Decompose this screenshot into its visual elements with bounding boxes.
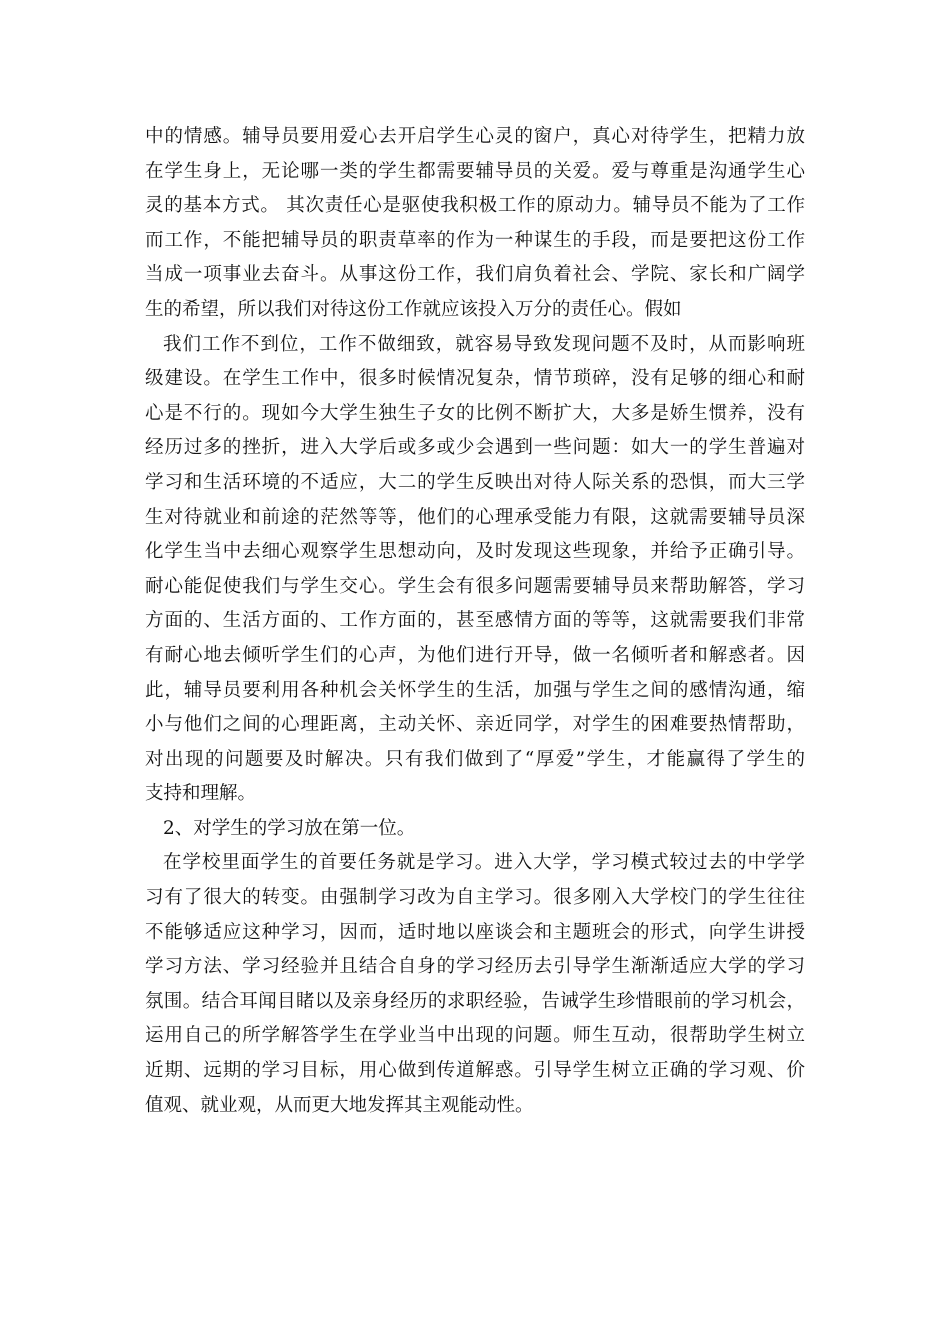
- text-line: 生的希望，所以我们对待这份工作就应该投入万分的责任心。假如: [145, 298, 682, 320]
- text-line: 支持和理解。: [145, 783, 257, 805]
- text-line: 小与他们之间的心理距离，主动关怀、亲近同学，对学生的困难要热情帮助，: [145, 714, 805, 736]
- text-line: 级建设。在学生工作中，很多时候情况复杂，情节琐碎，没有足够的细心和耐: [145, 368, 805, 390]
- text-line: 近期、远期的学习目标，用心做到传道解惑。引导学生树立正确的学习观、价: [145, 1060, 805, 1082]
- text-line: 氛围。结合耳闻目睹以及亲身经历的求职经验，告诫学生珍惜眼前的学习机会，: [145, 990, 805, 1012]
- text-line: 心是不行的。现如今大学生独生子女的比例不断扩大，大多是娇生惯养，没有: [145, 402, 805, 424]
- text-line: 值观、就业观，从而更大地发挥其主观能动性。: [145, 1094, 534, 1116]
- text-line: 不能够适应这种学习，因而，适时地以座谈会和主题班会的形式，向学生讲授: [145, 921, 805, 943]
- text-line: 灵的基本方式。 其次责任心是驱使我积极工作的原动力。辅导员不能为了工作: [145, 195, 805, 217]
- text-line: 在学校里面学生的首要任务就是学习。进入大学，学习模式较过去的中学学: [163, 852, 805, 874]
- text-line: 方面的、生活方面的、工作方面的，甚至感情方面的等等，这就需要我们非常: [145, 610, 805, 632]
- text-line: 当成一项事业去奋斗。从事这份工作，我们肩负着社会、学院、家长和广阔学: [145, 264, 805, 286]
- text-line: 此，辅导员要利用各种机会关怀学生的生活，加强与学生之间的感情沟通，缩: [145, 679, 805, 701]
- text-line: 有耐心地去倾听学生们的心声，为他们进行开导，做一名倾听者和解惑者。因: [145, 644, 805, 666]
- text-line: 中的情感。辅导员要用爱心去开启学生心灵的窗户，真心对待学生，把精力放: [145, 126, 805, 147]
- text-line: 运用自己的所学解答学生在学业当中出现的问题。师生互动，很帮助学生树立: [145, 1025, 805, 1047]
- text-line: 学习和生活环境的不适应，大二的学生反映出对待人际关系的恐惧，而大三学: [145, 471, 805, 493]
- text-line: 我们工作不到位，工作不做细致，就容易导致发现问题不及时，从而影响班: [163, 333, 805, 355]
- text-line: 耐心能促使我们与学生交心。学生会有很多问题需要辅导员来帮助解答，学习: [145, 575, 805, 597]
- text-line: 习有了很大的转变。由强制学习改为自主学习。很多刚入大学校门的学生往往: [145, 887, 805, 909]
- text-line: 化学生当中去细心观察学生思想动向，及时发现这些现象，并给予正确引导。: [145, 541, 805, 563]
- text-line: 对出现的问题要及时解决。只有我们做到了“厚爱”学生，才能赢得了学生的: [145, 748, 805, 770]
- text-line: 经历过多的挫折，进入大学后或多或少会遇到一些问题：如大一的学生普遍对: [145, 437, 805, 459]
- text-line: 在学生身上，无论哪一类的学生都需要辅导员的关爱。爱与尊重是沟通学生心: [145, 160, 805, 182]
- body-text: [145, 120, 805, 1123]
- text-line: 而工作，不能把辅导员的职责草率的作为一种谋生的手段，而是要把这份工作: [145, 229, 805, 251]
- text-line: 生对待就业和前途的茫然等等，他们的心理承受能力有限，这就需要辅导员深: [145, 506, 805, 528]
- text-line: 学习方法、学习经验并且结合自身的学习经历去引导学生渐渐适应大学的学习: [145, 956, 805, 978]
- section-heading: 2、对学生的学习放在第一位。: [163, 817, 416, 839]
